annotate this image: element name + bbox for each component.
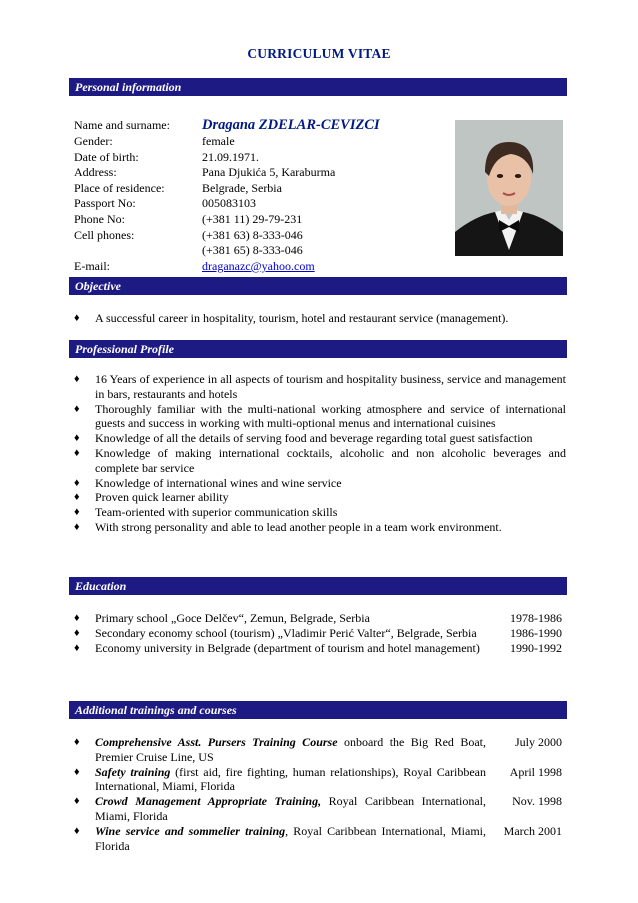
- section-trainings-header: Additional trainings and courses: [69, 701, 567, 719]
- cell-label: Cell phones:: [74, 227, 135, 242]
- passport-value: 005083103: [202, 196, 256, 211]
- list-item: [74, 505, 566, 520]
- profile-text: Knowledge of all the details of serving food and beverage regarding total guest satisfaction: [95, 431, 533, 446]
- training-date: April 1998: [509, 764, 562, 779]
- education-text: Economy university in Belgrade (department of tourism and hotel management): [95, 640, 480, 655]
- list-item: [74, 641, 566, 656]
- training-date: March 2001: [503, 823, 562, 838]
- list-item: [74, 446, 566, 476]
- document-title: CURRICULUM VITAE: [247, 46, 391, 61]
- gender-value: female: [202, 134, 235, 148]
- list-item: [74, 476, 566, 491]
- cell-value-1: (+381 63) 8-333-046: [202, 227, 303, 242]
- row-cell: [74, 228, 374, 244]
- name-value: Dragana ZDELAR-CEVIZCI: [202, 117, 380, 133]
- profile-text: Team-oriented with superior communication skills: [95, 505, 338, 520]
- section-objective-header: Objective: [69, 277, 567, 295]
- diamond-bullet-icon: ♦: [74, 765, 80, 778]
- diamond-bullet-icon: ♦: [74, 736, 80, 748]
- list-item: [74, 735, 566, 765]
- list-item: [74, 611, 566, 626]
- profile-photo: [455, 120, 563, 256]
- training-title: Wine service and sommelier training: [95, 823, 286, 838]
- objective-text: A successful career in hospitality, tourism, hotel and restaurant service (management).: [95, 311, 509, 325]
- list-item: [74, 824, 566, 854]
- diamond-bullet-icon: ♦: [74, 476, 80, 489]
- diamond-bullet-icon: ♦: [74, 612, 80, 624]
- training-title: Comprehensive Asst. Pursers Training Course: [95, 735, 338, 749]
- training-title: Crowd Management Appropriate Training,: [95, 794, 322, 809]
- passport-label: Passport No:: [74, 196, 136, 211]
- email-label: E-mail:: [74, 258, 110, 273]
- profile-text: 16 Years of experience in all aspects of tourism and hospitality business, service and management in bars, restaurants and hotels: [95, 372, 566, 401]
- profile-text: Knowledge of making international cocktails, alcoholic and non alcoholic beverages and complete bar service: [95, 445, 566, 475]
- list-item: [74, 626, 566, 641]
- residence-label: Place of residence:: [74, 180, 165, 195]
- education-text: Primary school „Goce Delčev“, Zemun, Belgrade, Serbia: [95, 611, 370, 625]
- profile-text: Proven quick learner ability: [95, 490, 229, 505]
- address-value: Pana Djukića 5, Karaburma: [202, 165, 336, 180]
- section-education-header: Education: [69, 577, 567, 595]
- training-date: July 2000: [514, 735, 562, 749]
- row-phone: [74, 212, 374, 228]
- list-item: [74, 311, 566, 326]
- list-item: [74, 402, 566, 432]
- diamond-bullet-icon: ♦: [74, 626, 80, 639]
- profile-text: Knowledge of international wines and wine service: [95, 475, 342, 490]
- profile-text: With strong personality and able to lead another people in a team work environment.: [95, 519, 502, 534]
- profile-list: [74, 372, 566, 535]
- list-item: [74, 520, 566, 535]
- trainings-list: [74, 735, 566, 853]
- dob-value: 21.09.1971.: [202, 149, 259, 164]
- address-label: Address:: [74, 165, 117, 180]
- residence-value: Belgrade, Serbia: [202, 180, 282, 195]
- diamond-bullet-icon: ♦: [74, 432, 80, 445]
- education-date: 1990-1992: [510, 640, 562, 655]
- training-detail: (first aid, fire fighting, human relationships), Royal Caribbean International, Miami, Florida: [95, 764, 487, 794]
- section-personal-header: Personal information: [69, 78, 567, 96]
- training-detail: onboard the Big Red Boat, Premier Cruise Line, US: [95, 735, 486, 764]
- row-cell-2: [74, 243, 374, 259]
- row-passport: [74, 196, 374, 212]
- diamond-bullet-icon: ♦: [74, 795, 80, 808]
- training-detail: Royal Caribbean International, Miami, Florida: [95, 794, 486, 823]
- phone-value: (+381 11) 29-79-231: [202, 211, 303, 226]
- diamond-bullet-icon: ♦: [74, 824, 80, 837]
- gender-label: Gender:: [74, 134, 113, 148]
- list-item: [74, 794, 566, 824]
- row-gender: [74, 134, 374, 150]
- diamond-bullet-icon: ♦: [74, 641, 80, 654]
- row-name: [74, 117, 380, 134]
- section-profile-header: Professional Profile: [69, 340, 567, 358]
- row-address: [74, 165, 374, 181]
- personal-info-table: [74, 117, 380, 274]
- education-text: Secondary economy school (tourism) „Vladimir Perić Valter“, Belgrade, Serbia: [95, 625, 477, 640]
- objective-list: [74, 311, 566, 326]
- diamond-bullet-icon: ♦: [74, 446, 80, 459]
- diamond-bullet-icon: ♦: [74, 402, 80, 415]
- diamond-bullet-icon: ♦: [74, 520, 80, 533]
- profile-text: Thoroughly familiar with the multi-national working atmosphere and service of international guests and success in working with multi-optional menus and international cuisines: [95, 401, 566, 431]
- row-email: [74, 259, 374, 275]
- training-date: Nov. 1998: [512, 794, 562, 809]
- cell-value-2: (+381 65) 8-333-046: [202, 243, 303, 258]
- diamond-bullet-icon: ♦: [74, 373, 80, 385]
- education-list: [74, 611, 566, 655]
- list-item: [74, 431, 566, 446]
- training-detail: , Royal Caribbean International, Miami, Florida: [95, 823, 486, 853]
- training-title: Safety training: [95, 764, 171, 779]
- education-date: 1986-1990: [510, 625, 562, 640]
- list-item: [74, 490, 566, 505]
- diamond-bullet-icon: ♦: [74, 506, 80, 519]
- list-item: [74, 765, 566, 795]
- portrait-illustration: [455, 120, 563, 256]
- diamond-bullet-icon: ♦: [74, 491, 80, 504]
- name-label: Name and surname:: [74, 118, 170, 132]
- email-link[interactable]: draganazc@yahoo.com: [202, 258, 315, 273]
- list-item: [74, 372, 566, 402]
- diamond-bullet-icon: ♦: [74, 312, 80, 324]
- phone-label: Phone No:: [74, 211, 125, 226]
- row-residence: [74, 181, 374, 197]
- dob-label: Date of birth:: [74, 149, 139, 164]
- row-dob: [74, 150, 374, 166]
- education-date: 1978-1986: [510, 611, 562, 625]
